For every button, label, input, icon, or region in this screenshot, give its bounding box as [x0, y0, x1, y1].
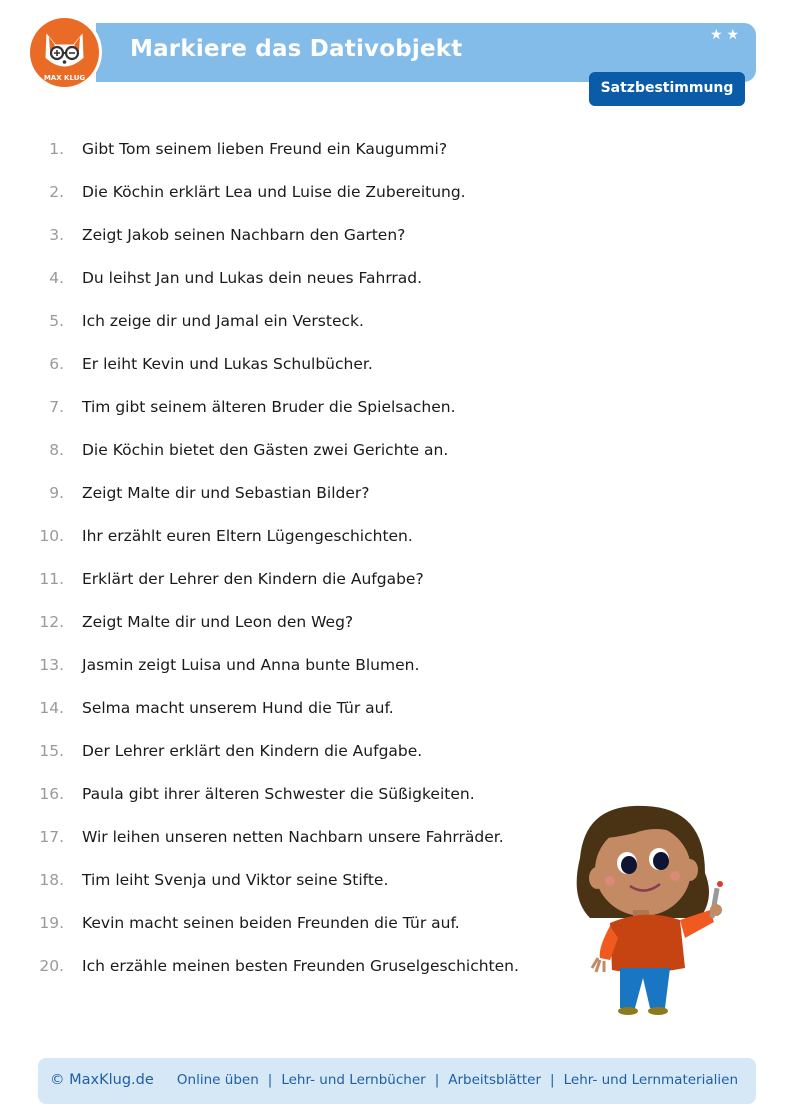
- page-title: Markiere das Dativobjekt: [130, 36, 463, 62]
- exercise-number-text: 3.: [49, 226, 64, 244]
- girl-illustration: [540, 798, 756, 1018]
- fox-logo-icon: [30, 18, 99, 87]
- exercise-item: [0, 656, 560, 678]
- footer-link-lehr-lernmaterialien[interactable]: Lehr- und Lernmaterialien: [563, 1072, 738, 1088]
- exercise-item: [0, 183, 560, 205]
- exercise-number-text: 4.: [49, 269, 64, 287]
- exercise-number-text: 18.: [39, 871, 64, 889]
- exercise-number-text: 15.: [39, 742, 64, 760]
- exercise-sentence[interactable]: Die Köchin bietet den Gästen zwei Gerichte an.: [82, 441, 449, 459]
- svg-text:MAX KLUG: MAX KLUG: [43, 74, 86, 82]
- footer-link-arbeitsblaetter[interactable]: Arbeitsblätter: [448, 1072, 542, 1088]
- exercise-number-text: 11.: [39, 570, 64, 588]
- exercise-sentence[interactable]: Paula gibt ihrer älteren Schwester die Süßigkeiten.: [82, 785, 475, 803]
- exercise-number-text: 1.: [49, 140, 64, 158]
- exercise-sentence[interactable]: Ich erzähle meinen besten Freunden Gruselgeschichten.: [82, 957, 519, 975]
- exercise-number-text: 14.: [39, 699, 64, 717]
- exercise-sentence[interactable]: Zeigt Jakob seinen Nachbarn den Garten?: [82, 226, 406, 244]
- exercise-sentence[interactable]: Zeigt Malte dir und Sebastian Bilder?: [82, 484, 370, 502]
- exercise-item: [0, 742, 560, 764]
- exercise-number-text: 19.: [39, 914, 64, 932]
- exercise-sentence[interactable]: Er leiht Kevin und Lukas Schulbücher.: [82, 355, 373, 373]
- exercise-item: [0, 398, 560, 420]
- exercise-number-text: 16.: [39, 785, 64, 803]
- category-badge: Satzbestimmung: [589, 72, 745, 106]
- exercise-sentence[interactable]: Zeigt Malte dir und Leon den Weg?: [82, 613, 354, 631]
- exercise-sentence[interactable]: Wir leihen unseren netten Nachbarn unsere Fahrräder.: [82, 828, 504, 846]
- separator: |: [434, 1072, 440, 1088]
- exercise-item: [0, 699, 560, 721]
- exercise-number-text: 6.: [49, 355, 64, 373]
- exercise-number-text: 8.: [49, 441, 64, 459]
- exercise-item: [0, 441, 560, 463]
- exercise-sentence[interactable]: Ihr erzählt euren Eltern Lügengeschichten.: [82, 527, 413, 545]
- exercise-item: [0, 355, 560, 377]
- exercise-sentence[interactable]: Die Köchin erklärt Lea und Luise die Zubereitung.: [82, 183, 466, 201]
- footer-link-online-ueben[interactable]: Online üben: [176, 1072, 259, 1088]
- exercise-number-text: 12.: [39, 613, 64, 631]
- exercise-number-text: 10.: [39, 527, 64, 545]
- exercise-item: [0, 570, 560, 592]
- exercise-sentence[interactable]: Tim leiht Svenja und Viktor seine Stifte.: [82, 871, 389, 889]
- footer-links: [177, 1072, 738, 1088]
- exercise-number-text: 17.: [39, 828, 64, 846]
- exercise-sentence[interactable]: Erklärt der Lehrer den Kindern die Aufgabe?: [82, 570, 424, 588]
- separator: |: [550, 1072, 555, 1088]
- exercise-number-text: 7.: [49, 398, 64, 416]
- exercise-sentence[interactable]: Der Lehrer erklärt den Kindern die Aufgabe.: [82, 742, 423, 760]
- copyright-link[interactable]: © MaxKlug.de: [50, 1072, 154, 1088]
- exercise-item: [0, 312, 560, 334]
- exercise-sentence[interactable]: Du leihst Jan und Lukas dein neues Fahrrad.: [82, 269, 423, 287]
- exercise-number-text: 13.: [39, 656, 64, 674]
- exercise-sentence[interactable]: Selma macht unserem Hund die Tür auf.: [82, 699, 394, 717]
- footer: [38, 1058, 756, 1104]
- exercise-item: [0, 226, 560, 248]
- exercise-item: [0, 957, 560, 979]
- exercise-number-text: 9.: [49, 484, 64, 502]
- exercise-item: [0, 785, 560, 807]
- footer-link-lehr-lernbuecher[interactable]: Lehr- und Lernbücher: [281, 1072, 426, 1088]
- exercise-item: [0, 269, 560, 291]
- exercise-item: [0, 613, 560, 635]
- exercise-item: [0, 871, 560, 893]
- exercise-item: [0, 828, 560, 850]
- exercise-item: [0, 914, 560, 936]
- exercise-sentence[interactable]: Gibt Tom seinem lieben Freund ein Kaugummi?: [82, 140, 448, 158]
- exercise-item: [0, 484, 560, 506]
- separator: |: [267, 1072, 273, 1088]
- exercise-sentence[interactable]: Tim gibt seinem älteren Bruder die Spielsachen.: [82, 398, 456, 416]
- exercise-item: [0, 140, 560, 162]
- exercise-sentence[interactable]: Jasmin zeigt Luisa und Anna bunte Blumen.: [82, 656, 420, 674]
- difficulty-stars-icon: ★★: [710, 27, 744, 43]
- exercise-item: [0, 527, 560, 549]
- exercise-number-text: 5.: [49, 312, 64, 330]
- exercise-number-text: 2.: [49, 183, 64, 201]
- exercise-sentence[interactable]: Ich zeige dir und Jamal ein Versteck.: [82, 312, 364, 330]
- exercise-number-text: 20.: [39, 957, 64, 975]
- exercise-sentence[interactable]: Kevin macht seinen beiden Freunden die Tür auf.: [82, 914, 460, 932]
